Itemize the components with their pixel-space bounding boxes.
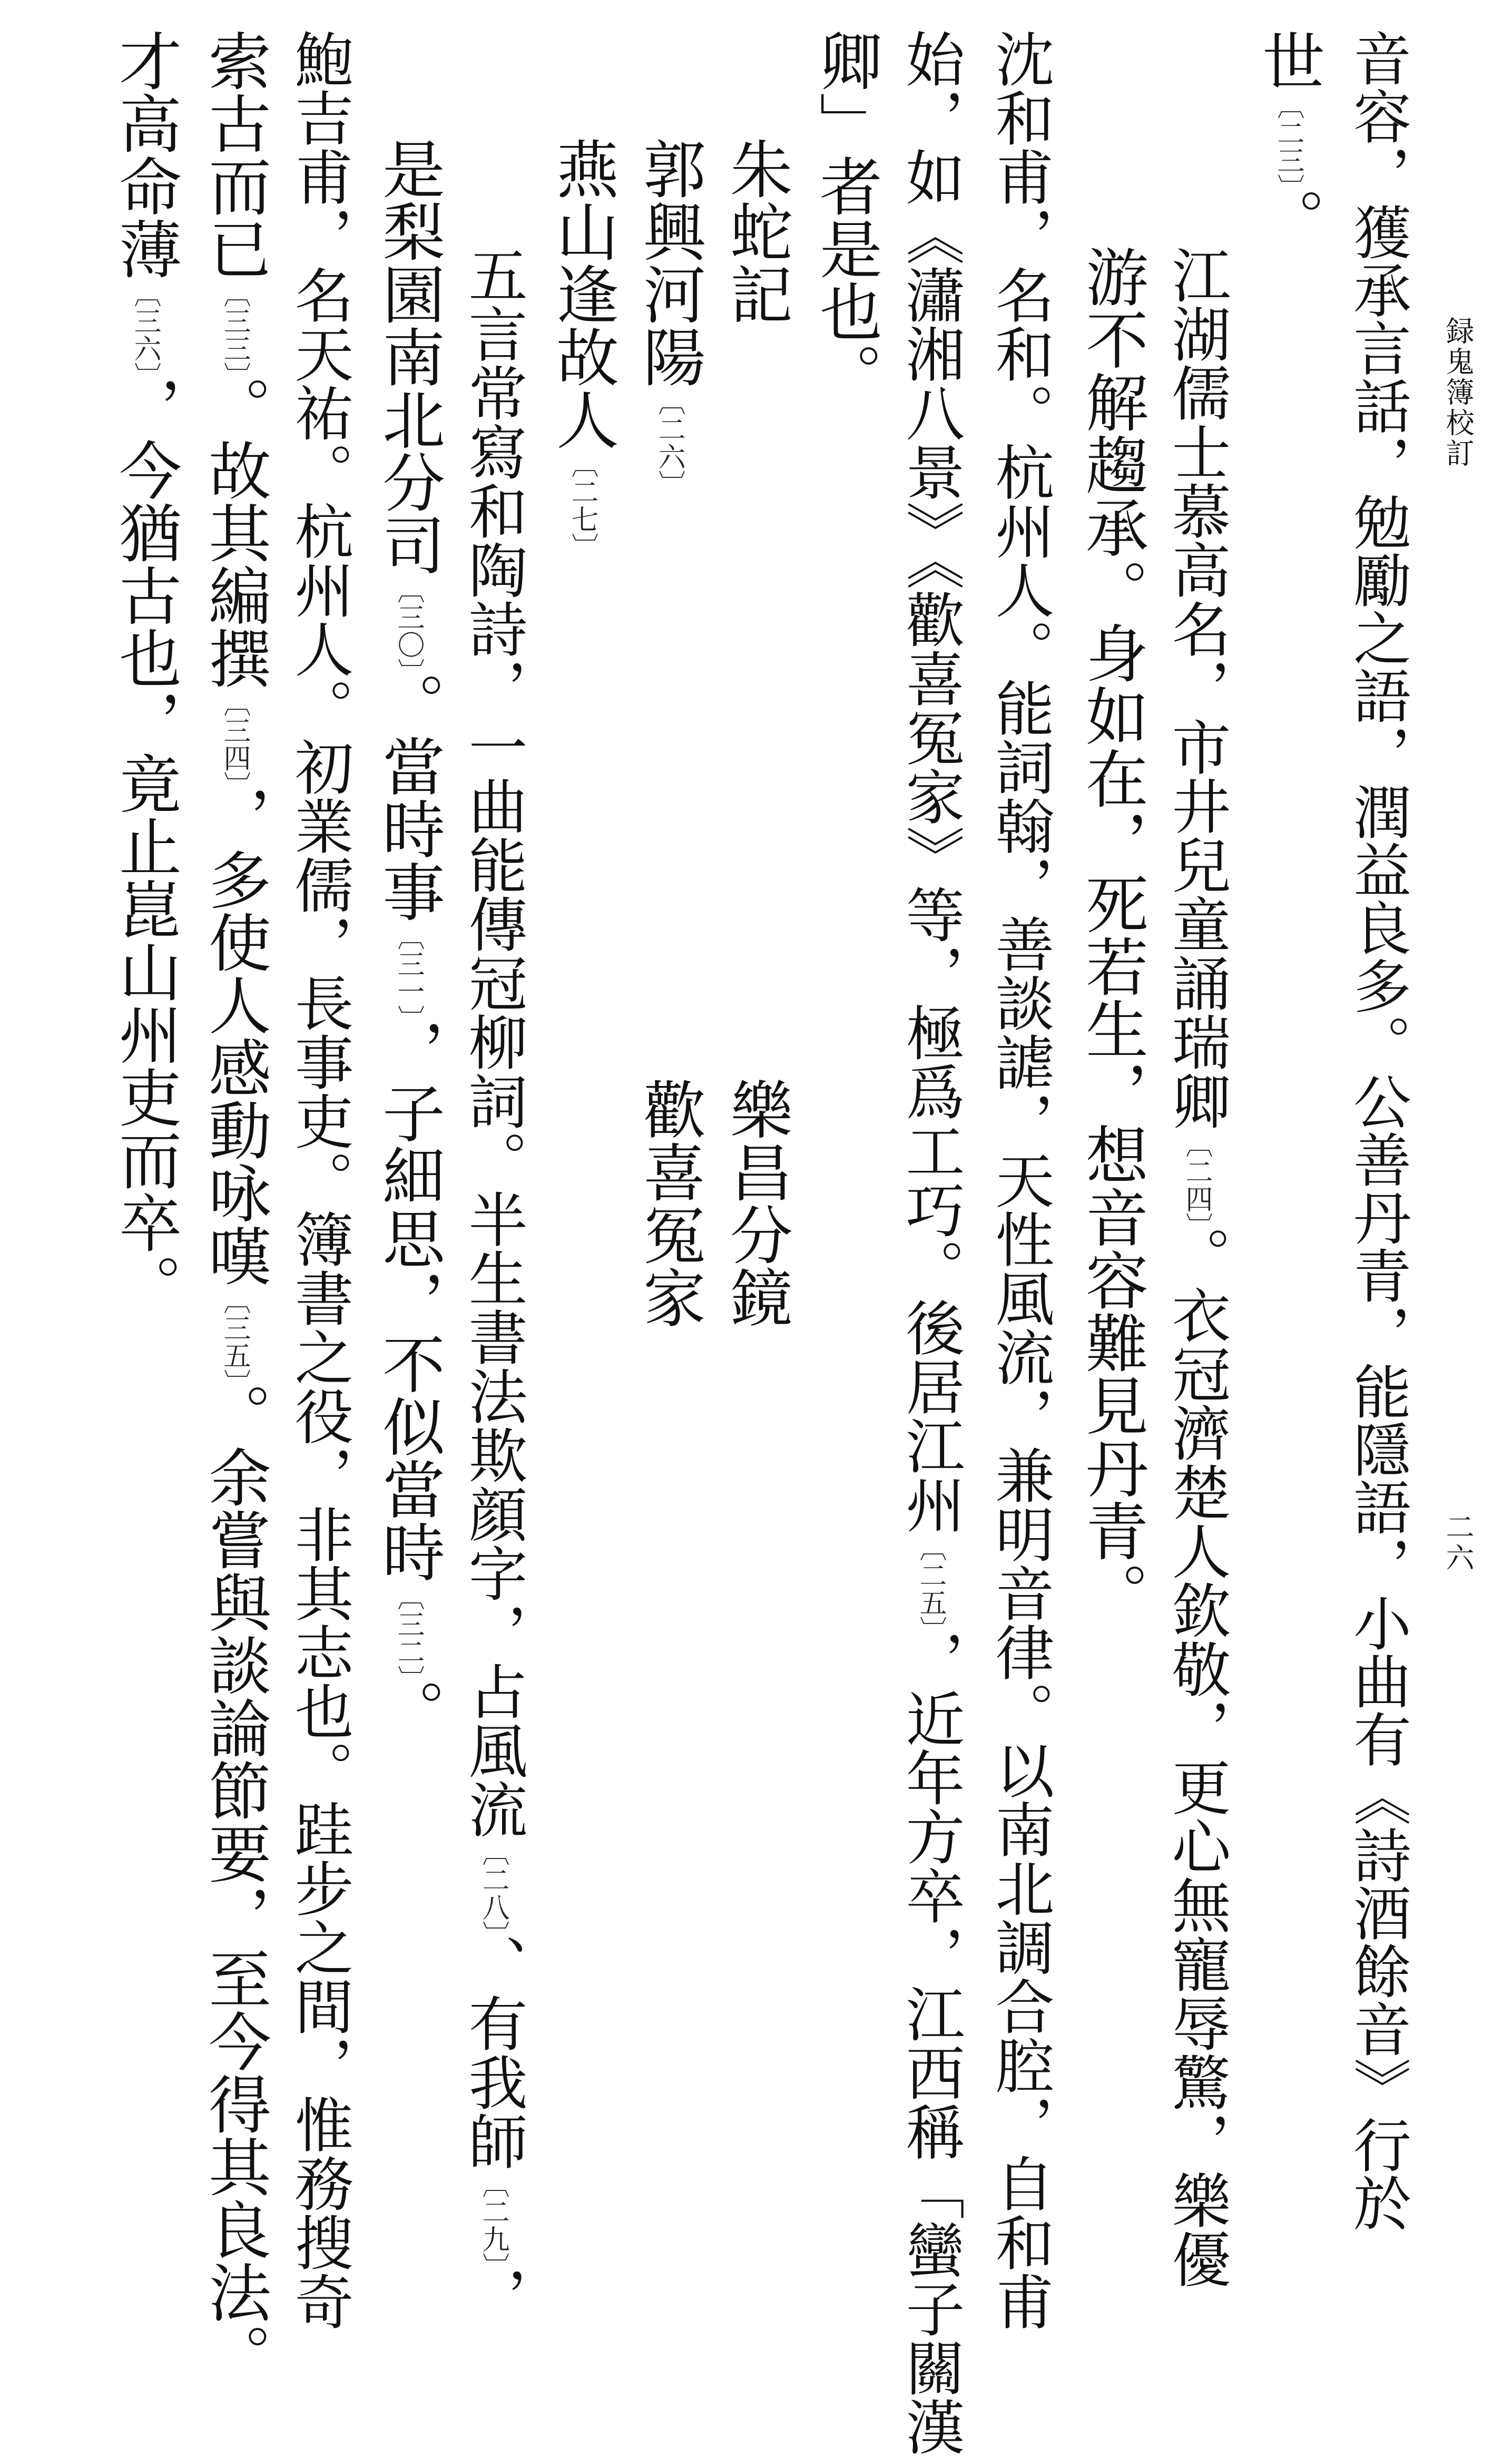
text-column-1 <box>1344 29 1411 2232</box>
text-column-15 <box>109 29 181 1316</box>
play-title: 朱蛇記 <box>720 137 792 325</box>
footnote-marker: 〔二六〕 <box>653 388 685 497</box>
text-column-12 <box>372 137 445 1741</box>
footnote-marker: 〔二九〕 <box>477 2170 509 2266</box>
text-column-11 <box>459 245 527 2325</box>
play-title: 樂昌分鏡 <box>720 1078 792 1328</box>
text-run: 五言常寫和陶詩，一曲能傳冠柳詞。半生書法欺顔字，占風流 <box>459 245 527 1838</box>
text-run: 。余嘗與談論節要，至今得其良法。 <box>198 1383 271 2386</box>
text-run: 世 <box>1252 29 1324 92</box>
text-run: 音容，獲承言話，勉勵之語，潤益良多。公善丹青，能隱語，小曲有《詩酒餘音》行於 <box>1344 29 1411 2232</box>
footnote-marker: 〔三五〕 <box>219 1287 250 1383</box>
play-title-column <box>546 137 618 560</box>
footnote-marker: 〔二四〕 <box>1181 1130 1212 1226</box>
text-run: 卿」者是也。 <box>809 29 882 405</box>
play-title: 燕山逢故人 <box>546 137 618 451</box>
footnote-marker: 〔二三〕 <box>1272 92 1304 188</box>
text-run: 才高命薄 <box>109 29 181 280</box>
running-title: 録鬼簿校訂 <box>1441 316 1475 469</box>
text-run: 是梨園南北分司 <box>372 137 445 576</box>
text-run: ，子細思，不似當時 <box>372 1019 445 1583</box>
text-column-3 <box>1162 245 1231 2288</box>
page-number: 二六 <box>1441 1512 1475 1573</box>
footnote-marker: 〔三二〕 <box>392 1583 424 1679</box>
text-run: 。 <box>372 1679 445 1741</box>
play-title: 歡喜冤家 <box>633 1078 705 1328</box>
text-column-6 <box>896 29 965 2456</box>
text-column-14 <box>198 29 271 2386</box>
text-run: 。衣冠濟楚人欽敬，更心無寵辱驚，樂優 <box>1162 1226 1231 2288</box>
footnote-marker: 〔三六〕 <box>129 280 161 376</box>
text-run: ， <box>459 2266 527 2325</box>
text-column-13 <box>285 29 354 2331</box>
text-run: 始，如《瀟湘八景》《歡喜冤家》等，極爲工巧。後居江州 <box>896 29 965 1534</box>
footnote-marker: 〔二八〕 <box>477 1838 509 1934</box>
text-run: 江湖儒士慕高名，市井兒童誦瑞卿 <box>1162 245 1231 1130</box>
text-column-2 <box>1252 29 1324 250</box>
footnote-marker: 〔二五〕 <box>915 1534 946 1630</box>
footnote-marker: 〔三一〕 <box>392 923 424 1019</box>
text-run: ，近年方卒，江西稱「蠻子關漢 <box>896 1630 965 2456</box>
text-column-7 <box>809 29 882 405</box>
text-run: 。 <box>1252 188 1324 250</box>
text-run: 游不解趨承。身如在，死若生，想音容難見丹青。 <box>1075 245 1148 1625</box>
text-column-5 <box>986 29 1054 2331</box>
text-run: ，多使人感動咏嘆 <box>198 785 271 1287</box>
text-column-4 <box>1075 245 1148 1625</box>
text-run: 。當時事 <box>372 672 445 923</box>
play-title: 郭興河陽 <box>633 137 705 388</box>
footnote-marker: 〔三四〕 <box>219 689 250 785</box>
text-run: 鮑吉甫，名天祐。杭州人。初業儒，長事吏。簿書之役，非其志也。跬步之間，惟務搜奇 <box>285 29 354 2331</box>
text-run: 。故其編撰 <box>198 376 271 689</box>
footnote-marker: 〔三三〕 <box>219 280 250 376</box>
play-title-column <box>633 137 705 497</box>
text-run: 沈和甫，名和。杭州人。能詞翰，善談謔，天性風流，兼明音律。以南北調合腔，自和甫 <box>986 29 1054 2331</box>
footnote-marker: 〔三〇〕 <box>392 576 424 672</box>
text-run: 、有我師 <box>459 1934 527 2170</box>
text-run: ，今猶古也，竟止崑山州吏而卒。 <box>109 376 181 1316</box>
text-run: 索古而已 <box>198 29 271 280</box>
footnote-marker: 〔二七〕 <box>566 451 598 560</box>
